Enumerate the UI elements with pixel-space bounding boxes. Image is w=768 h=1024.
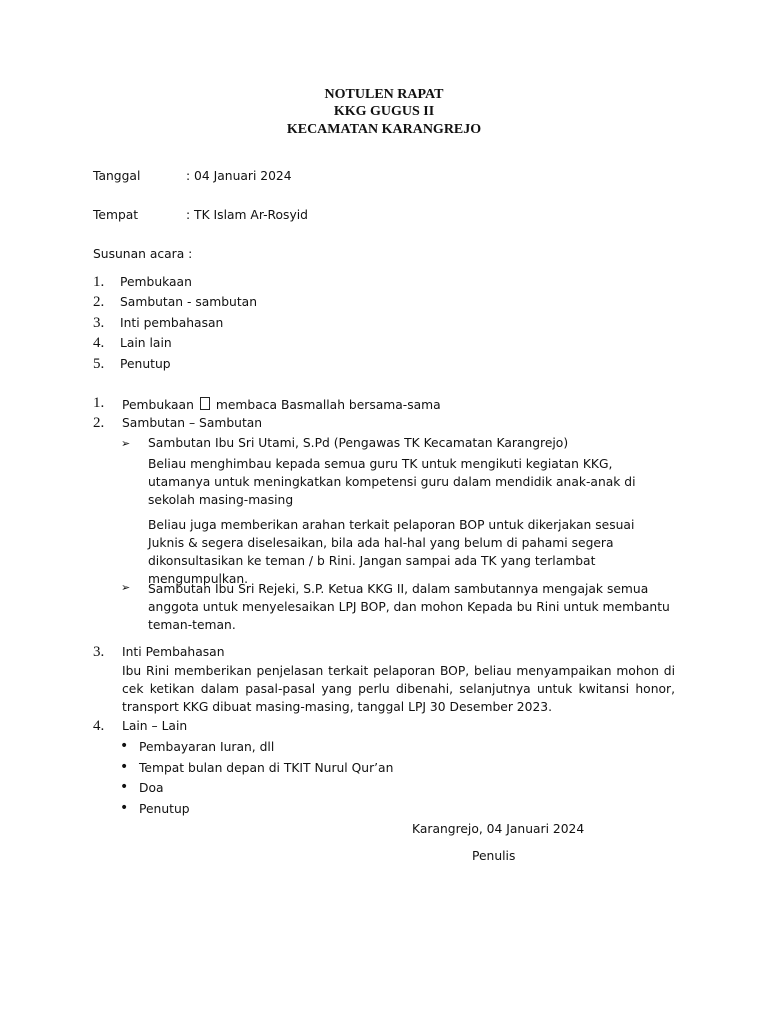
list-item: Pembayaran Iuran, dll — [139, 740, 275, 754]
agenda-number: 1. — [93, 274, 105, 290]
agenda-number: 5. — [93, 356, 105, 372]
bullet-dot-icon: • — [120, 738, 129, 754]
section-number: 4. — [93, 718, 105, 734]
doc-subtitle-kecamatan: KECAMATAN KARANGREJO — [286, 122, 482, 137]
agenda-number: 2. — [93, 294, 105, 310]
section-pembukaan — [122, 397, 441, 411]
section-number: 1. — [93, 395, 105, 411]
agenda-number: 4. — [93, 335, 105, 351]
tanggal-value: : 04 Januari 2024 — [186, 169, 292, 183]
bullet-dot-icon: • — [120, 800, 129, 816]
section-number: 3. — [93, 644, 105, 660]
sambutan1-paragraph2: Beliau juga memberikan arahan terkait pelaporan BOP untuk dikerjakan sesuai Juknis & segera diselesaikan, bila ada hal-hal yang belum di pahami segera dikonsultasikan ke teman / b Rini. Jangan sampai ada TK yang terlambat mengumpulkan. — [148, 518, 635, 586]
section-lain-label: Lain – Lain — [122, 719, 188, 733]
agenda-item: Inti pembahasan — [120, 316, 224, 330]
pembukaan-text: membaca Basmallah bersama-sama — [215, 398, 441, 412]
susunan-label: Susunan acara : — [93, 247, 193, 261]
list-item: Doa — [139, 781, 164, 795]
signature-place-date: Karangrejo, 04 Januari 2024 — [412, 822, 585, 836]
missing-glyph-icon — [200, 397, 210, 410]
sambutan2-paragraph: Sambutan Ibu Sri Rejeki, S.P. Ketua KKG II, dalam sambutannya mengajak semua anggota untuk menyelesaikan LPJ BOP, dan mohon Kepada bu Rini untuk membantu teman-teman. — [148, 582, 670, 632]
agenda-number: 3. — [93, 315, 105, 331]
tempat-label: Tempat — [93, 208, 139, 222]
bullet-dot-icon: • — [120, 759, 129, 775]
doc-title: NOTULEN RAPAT — [324, 87, 444, 102]
arrow-bullet-icon: ➢ — [121, 437, 131, 450]
tanggal-label: Tanggal — [93, 169, 141, 183]
inti-paragraph: Ibu Rini memberikan penjelasan terkait pelaporan BOP, beliau menyampaikan mohon di cek ketikan dalam pasal-pasal yang perlu dibenahi, selanjutnya untuk kwitansi honor, transport KKG dibuat masing-masing, tanggal LPJ 30 Desember 2023. — [122, 664, 675, 714]
doc-subtitle-gugus: KKG GUGUS II — [333, 104, 435, 119]
section-sambutan-label: Sambutan – Sambutan — [122, 416, 263, 430]
bullet-dot-icon: • — [120, 779, 129, 795]
list-item: Tempat bulan depan di TKIT Nurul Qur’an — [139, 761, 394, 775]
pembukaan-label: Pembukaan — [122, 398, 194, 412]
agenda-item: Sambutan - sambutan — [120, 295, 257, 309]
sambutan1-heading: Sambutan Ibu Sri Utami, S.Pd (Pengawas TK Kecamatan Karangrejo) — [148, 436, 569, 450]
arrow-bullet-icon: ➢ — [121, 581, 131, 594]
section-number: 2. — [93, 415, 105, 431]
agenda-item: Penutup — [120, 357, 171, 371]
sambutan1-paragraph1: Beliau menghimbau kepada semua guru TK untuk mengikuti kegiatan KKG, utamanya untuk meningkatkan kompetensi guru dalam mendidik anak-anak di sekolah masing-masing — [148, 457, 636, 507]
agenda-item: Pembukaan — [120, 275, 192, 289]
signature-role: Penulis — [472, 849, 516, 863]
tempat-value: : TK Islam Ar-Rosyid — [186, 208, 308, 222]
agenda-item: Lain lain — [120, 336, 172, 350]
list-item: Penutup — [139, 802, 190, 816]
section-inti-label: Inti Pembahasan — [122, 645, 225, 659]
